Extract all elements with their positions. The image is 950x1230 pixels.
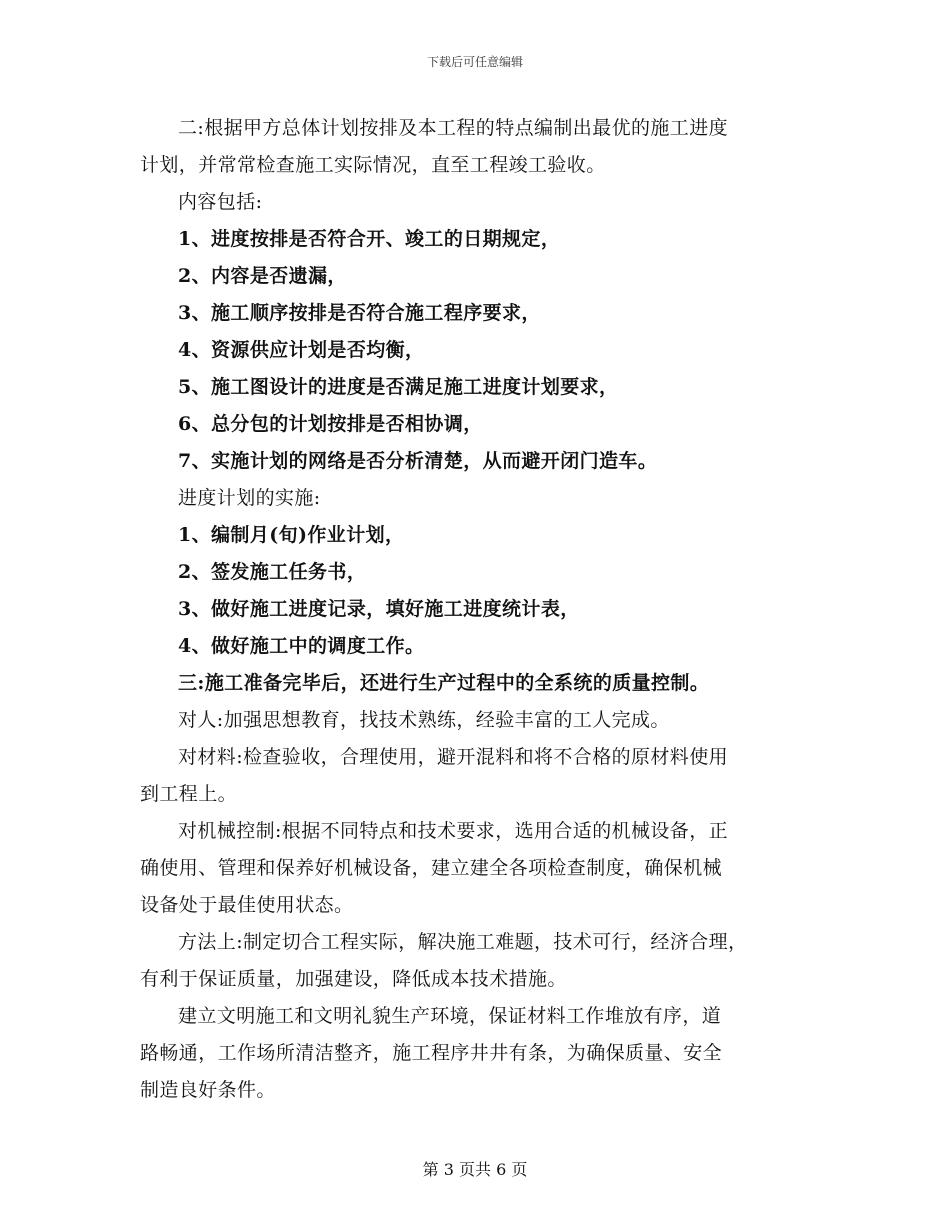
paragraph-line: 4、资源供应计划是否均衡， (178, 339, 425, 361)
paragraph-line: 设备处于最佳使用状态。 (140, 894, 354, 916)
paragraph (140, 628, 810, 665)
paragraph-line: 对人:加强思想教育，找技术熟练，经验丰富的工人完成。 (178, 709, 670, 731)
paragraph (140, 665, 810, 702)
paragraph-line: 对机械控制:根据不同特点和技术要求，选用合适的机械设备，正 (178, 820, 729, 842)
paragraph-line: 进度计划的实施: (178, 487, 321, 509)
document-body (140, 110, 810, 1109)
paragraph-line: 路畅通，工作场所清洁整齐，施工程序井井有条，为确保质量、安全 (140, 1042, 723, 1064)
paragraph-line: 2、签发施工任务书， (178, 561, 367, 583)
paragraph-line: 5、施工图设计的进度是否满足施工进度计划要求， (178, 376, 619, 398)
paragraph-line: 6、总分包的计划按排是否相协调， (178, 413, 483, 435)
page-number: 第 3 页共 6 页 (422, 1160, 528, 1179)
paragraph-line: 有利于保证质量，加强建设，降低成本技术措施。 (140, 968, 567, 990)
paragraph (140, 110, 810, 184)
paragraph-line: 4、做好施工中的调度工作。 (178, 635, 425, 657)
paragraph-line: 1、编制月(旬)作业计划， (178, 524, 405, 546)
paragraph (140, 184, 810, 221)
paragraph-line: 计划，并常常检查施工实际情况，直至工程竣工验收。 (140, 154, 606, 176)
paragraph (140, 369, 810, 406)
paragraph (140, 554, 810, 591)
paragraph (140, 517, 810, 554)
paragraph-line: 7、实施计划的网络是否分析清楚，从而避开闭门造车。 (178, 450, 658, 472)
paragraph (140, 591, 810, 628)
paragraph-line: 3、施工顺序按排是否符合施工程序要求， (178, 302, 541, 324)
paragraph-line: 到工程上。 (140, 783, 238, 805)
paragraph-line: 制造良好条件。 (140, 1079, 276, 1101)
paragraph-line: 内容包括: (178, 191, 263, 213)
paragraph (140, 702, 810, 739)
paragraph-line: 确使用、管理和保养好机械设备，建立建全各项检查制度，确保机械 (140, 857, 723, 879)
paragraph (140, 332, 810, 369)
paragraph (140, 258, 810, 295)
paragraph (140, 406, 810, 443)
paragraph-line: 建立文明施工和文明礼貌生产环境，保证材料工作堆放有序，道 (178, 1005, 722, 1027)
paragraph (140, 295, 810, 332)
paragraph-line: 2、内容是否遗漏， (178, 265, 347, 287)
paragraph-line: 对材料:检查验收，合理使用，避开混料和将不合格的原材料使用 (178, 746, 729, 768)
paragraph (140, 998, 810, 1109)
paragraph (140, 813, 810, 924)
paragraph-line: 1、进度按排是否符合开、竣工的日期规定， (178, 228, 561, 250)
paragraph (140, 221, 810, 258)
paragraph (140, 739, 810, 813)
paragraph-line: 方法上:制定切合工程实际，解决施工难题，技术可行，经济合理， (178, 931, 748, 953)
paragraph-line: 二:根据甲方总体计划按排及本工程的特点编制出最优的施工进度 (178, 117, 729, 139)
paragraph-line: 3、做好施工进度记录，填好施工进度统计表， (178, 598, 580, 620)
paragraph-line: 三:施工准备完毕后，还进行生产过程中的全系统的质量控制。 (178, 672, 710, 694)
page-header: 下载后可任意编辑 (426, 55, 523, 69)
paragraph (140, 480, 810, 517)
paragraph (140, 443, 810, 480)
paragraph (140, 924, 810, 998)
